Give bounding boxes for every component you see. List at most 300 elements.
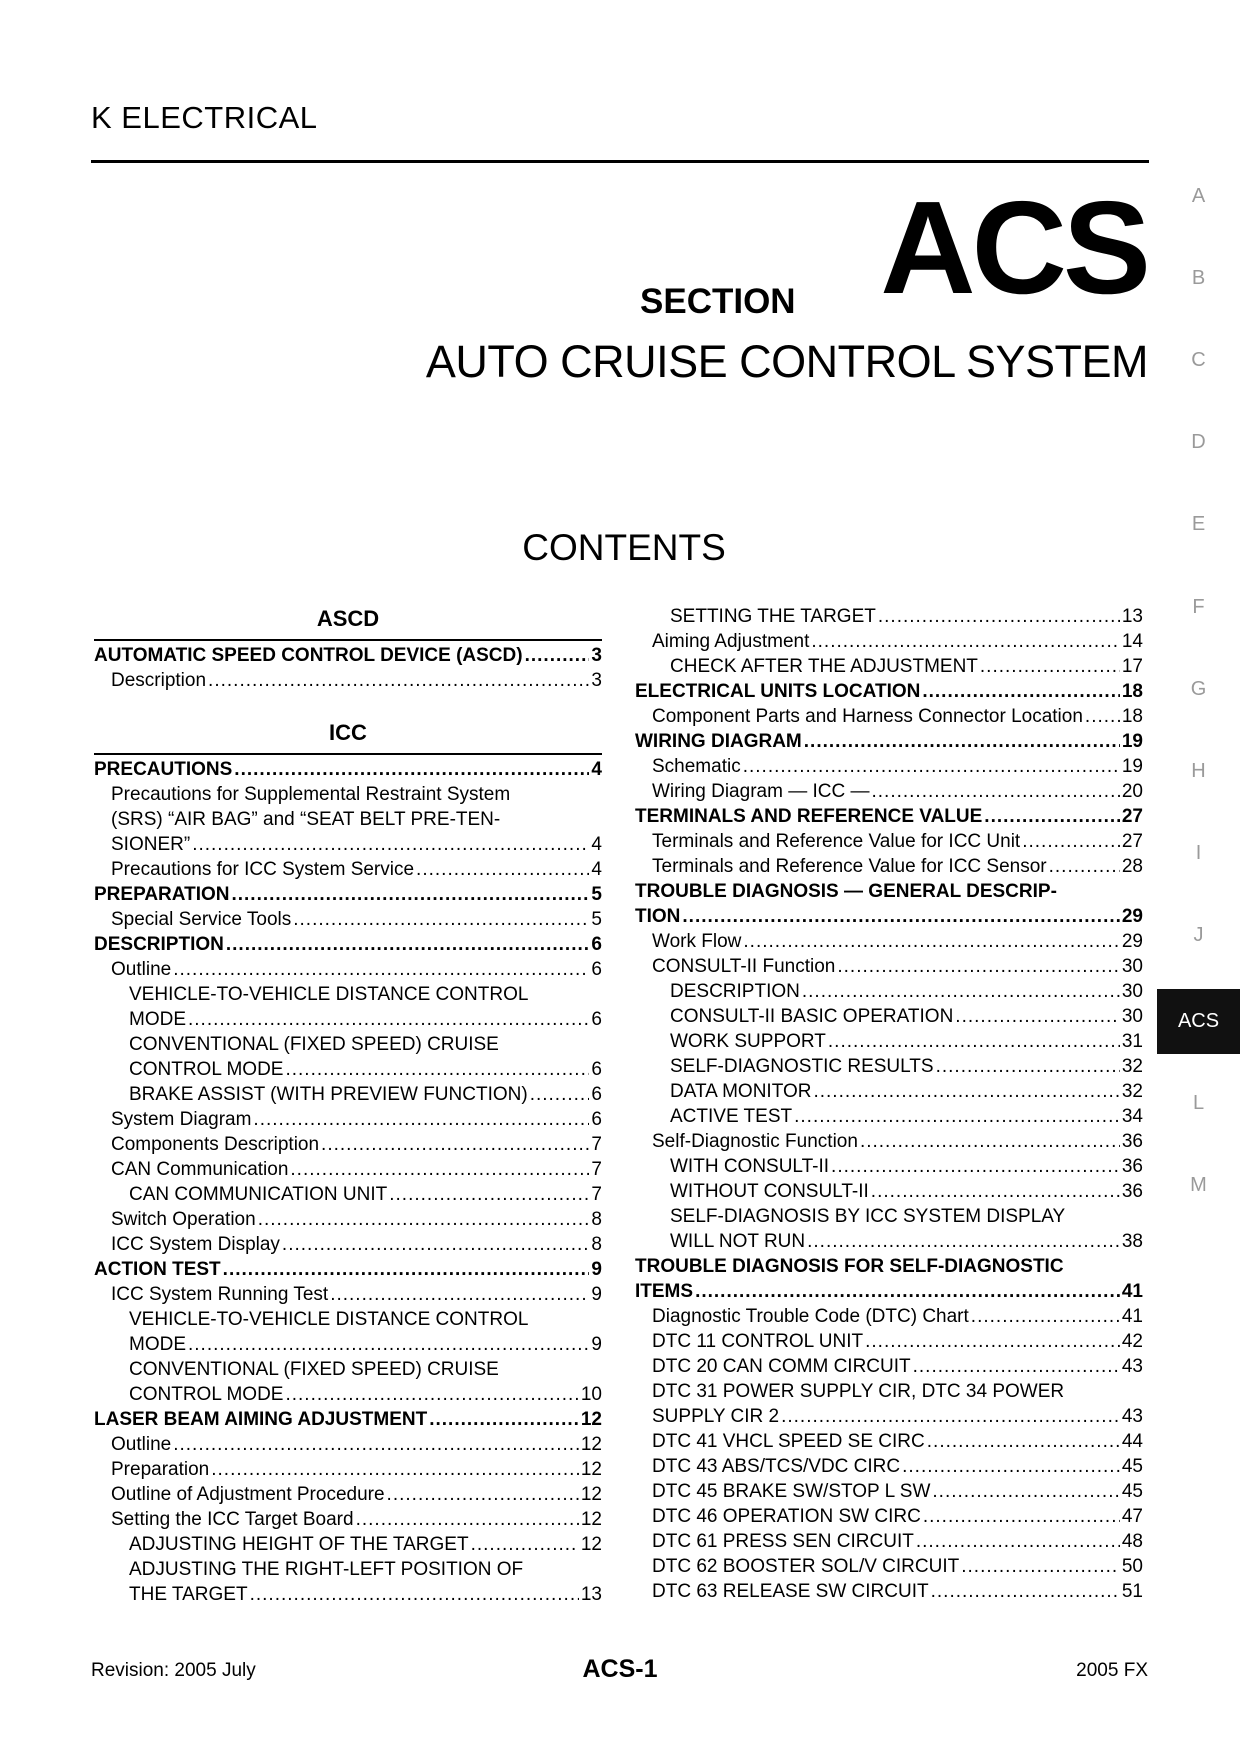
toc-entry-title: PRECAUTIONS	[94, 759, 233, 780]
toc-leader-dots	[781, 1404, 1120, 1429]
toc-leader-dots	[932, 1479, 1119, 1504]
toc-entry-title: Diagnostic Trouble Code (DTC) Chart	[652, 1306, 969, 1327]
toc-page-number: 51	[1121, 1581, 1143, 1602]
toc-entry[interactable]	[635, 1054, 1143, 1079]
toc-entry	[94, 1557, 602, 1582]
toc-entry-title: WITHOUT CONSULT-II	[670, 1181, 869, 1202]
toc-page-number: 5	[591, 909, 602, 930]
section-title: AUTO CRUISE CONTROL SYSTEM	[425, 336, 1148, 387]
toc-entry[interactable]	[94, 1407, 602, 1432]
toc-entry[interactable]	[635, 1329, 1143, 1354]
toc-page-number: 12	[580, 1409, 602, 1430]
toc-leader-dots	[802, 979, 1120, 1004]
toc-entry[interactable]	[94, 1182, 602, 1207]
side-tab-l[interactable]: L	[1192, 1092, 1205, 1114]
toc-leader-dots	[253, 1107, 589, 1132]
toc-leader-dots	[913, 1354, 1120, 1379]
toc-entry-title: DTC 45 BRAKE SW/STOP L SW	[652, 1481, 931, 1502]
toc-entry	[635, 1204, 1143, 1229]
toc-entry[interactable]	[94, 1382, 602, 1407]
toc-entry-title: DATA MONITOR	[670, 1081, 812, 1102]
toc-entry-title: System Diagram	[111, 1109, 252, 1130]
side-tab-i[interactable]: I	[1195, 842, 1202, 864]
toc-leader-dots	[902, 1454, 1120, 1479]
toc-leader-dots	[208, 668, 589, 693]
toc-page-number: 14	[1121, 631, 1143, 652]
toc-page-number: 29	[1121, 906, 1143, 927]
toc-leader-dots	[188, 1007, 589, 1032]
toc-leader-dots	[192, 832, 589, 857]
toc-page-number: 41	[1121, 1281, 1143, 1302]
toc-entry[interactable]	[635, 1354, 1143, 1379]
toc-page-number: 4	[591, 834, 602, 855]
toc-leader-dots	[743, 929, 1119, 954]
toc-entry[interactable]	[94, 1082, 602, 1107]
toc-leader-dots	[743, 754, 1120, 779]
toc-entry[interactable]	[94, 757, 602, 782]
toc-page-number: 30	[1121, 1006, 1143, 1027]
toc-entry[interactable]	[635, 629, 1143, 654]
toc-entry[interactable]	[94, 668, 602, 693]
toc-entry-title: ACTION TEST	[94, 1259, 221, 1280]
toc-entry[interactable]	[94, 882, 602, 907]
toc-entry[interactable]	[94, 1107, 602, 1132]
side-tab-f[interactable]: F	[1192, 596, 1205, 618]
toc-entry-title: CHECK AFTER THE ADJUSTMENT	[670, 656, 978, 677]
toc-page-number: 4	[591, 859, 602, 880]
toc-entry[interactable]	[635, 904, 1143, 929]
toc-page-number: 36	[1121, 1156, 1143, 1177]
toc-entry[interactable]	[94, 1432, 602, 1457]
section-word: SECTION	[640, 282, 796, 321]
toc-entry-title: Terminals and Reference Value for ICC Unit	[652, 831, 1021, 852]
toc-leader-dots	[173, 1432, 579, 1457]
category-title: K ELECTRICAL	[91, 100, 318, 135]
toc-page-number: 5	[591, 884, 602, 905]
toc-leader-dots	[860, 1129, 1120, 1154]
toc-entry-title: CONSULT-II Function	[652, 956, 836, 977]
toc-entry[interactable]	[635, 1079, 1143, 1104]
toc-entry[interactable]	[635, 1154, 1143, 1179]
toc-page-number: 7	[591, 1134, 602, 1155]
toc-leader-dots	[936, 1054, 1120, 1079]
toc-entry	[635, 879, 1143, 904]
toc-entry	[635, 1254, 1143, 1279]
toc-entry[interactable]	[94, 1207, 602, 1232]
toc-leader-dots	[387, 1482, 579, 1507]
toc-entry-title: Wiring Diagram — ICC —	[652, 781, 870, 802]
toc-entry-title: ICC System Display	[111, 1234, 280, 1255]
toc-page-number: 6	[591, 1084, 602, 1105]
toc-leader-dots	[971, 1304, 1120, 1329]
toc-entry[interactable]	[94, 1582, 602, 1607]
side-tab-m[interactable]: M	[1190, 1174, 1207, 1196]
toc-leader-dots	[682, 904, 1119, 929]
toc-page-number: 34	[1121, 1106, 1143, 1127]
toc-leader-dots	[429, 1407, 579, 1432]
toc-entry[interactable]	[94, 1457, 602, 1482]
toc-entry-title: BRAKE ASSIST (WITH PREVIEW FUNCTION)	[129, 1084, 528, 1105]
toc-entry-title: MODE	[129, 1009, 186, 1030]
toc-entry-title: Description	[111, 670, 207, 691]
toc-entry-title: TERMINALS AND REFERENCE VALUE	[635, 806, 983, 827]
toc-leader-dots	[226, 932, 590, 957]
toc-entry[interactable]	[635, 1129, 1143, 1154]
contents-heading: CONTENTS	[522, 527, 726, 568]
toc-leader-dots	[282, 1232, 590, 1257]
toc-entry[interactable]	[94, 1132, 602, 1157]
toc-entry[interactable]	[635, 804, 1143, 829]
toc-entry-title: TION	[635, 906, 681, 927]
toc-entry-title: ICC System Running Test	[111, 1284, 329, 1305]
toc-entry[interactable]	[635, 779, 1143, 804]
toc-entry-title: Component Parts and Harness Connector Location	[652, 706, 1083, 727]
toc-leader-dots	[188, 1332, 589, 1357]
toc-leader-dots	[923, 1504, 1120, 1529]
toc-leader-dots	[871, 779, 1119, 804]
toc-leader-dots	[1049, 854, 1120, 879]
side-tab-c[interactable]: C	[1191, 349, 1206, 371]
side-tab-acs[interactable]: ACS	[1157, 989, 1240, 1054]
toc-page-number: 41	[1121, 1306, 1143, 1327]
toc-entry[interactable]	[635, 679, 1143, 704]
toc-leader-dots	[1022, 829, 1120, 854]
toc-entry[interactable]	[94, 1157, 602, 1182]
toc-group-title-icc: ICC	[329, 720, 367, 745]
toc-page-number: 6	[591, 1059, 602, 1080]
toc-leader-dots	[525, 643, 590, 668]
toc-page-number: 10	[580, 1384, 602, 1405]
toc-entry-title: Precautions for ICC System Service	[111, 859, 415, 880]
toc-entry[interactable]	[635, 654, 1143, 679]
toc-entry-title: Work Flow	[652, 931, 742, 952]
toc-entry[interactable]	[94, 857, 602, 882]
toc-page-number: 45	[1121, 1456, 1143, 1477]
toc-entry	[94, 1357, 602, 1382]
toc-group-rule	[94, 753, 602, 755]
toc-leader-dots	[293, 907, 589, 932]
toc-entry[interactable]	[94, 1532, 602, 1557]
toc-page-number: 31	[1121, 1031, 1143, 1052]
toc-entry-title: THE TARGET	[129, 1584, 248, 1605]
toc-page-number: 19	[1121, 756, 1143, 777]
toc-page-number: 12	[580, 1509, 602, 1530]
side-tab-g[interactable]: G	[1190, 678, 1207, 700]
toc-page-number: 44	[1121, 1431, 1143, 1452]
toc-entry	[635, 1379, 1143, 1404]
toc-page-number: 8	[591, 1209, 602, 1230]
toc-leader-dots	[807, 1229, 1120, 1254]
toc-entry[interactable]	[635, 929, 1143, 954]
toc-entry[interactable]	[94, 957, 602, 982]
toc-entry-title: DTC 20 CAN COMM CIRCUIT	[652, 1356, 911, 1377]
toc-page-number: 19	[1121, 731, 1143, 752]
toc-entry-title: CONTROL MODE	[129, 1059, 284, 1080]
top-rule	[91, 160, 1149, 163]
toc-entry[interactable]	[635, 1529, 1143, 1554]
toc-leader-dots	[285, 1382, 578, 1407]
toc-entry	[94, 807, 602, 832]
toc-entry-title: WILL NOT RUN	[670, 1231, 806, 1252]
toc-leader-dots	[871, 1179, 1120, 1204]
toc-entry-title: DTC 63 RELEASE SW CIRCUIT	[652, 1581, 929, 1602]
toc-entry-title: CONVENTIONAL (FIXED SPEED) CRUISE	[129, 1034, 499, 1055]
toc-page-number: 27	[1121, 806, 1143, 827]
toc-leader-dots	[416, 857, 589, 882]
toc-entry-title: ADJUSTING THE RIGHT-LEFT POSITION OF	[129, 1559, 524, 1580]
toc-entry-title: VEHICLE-TO-VEHICLE DISTANCE CONTROL	[129, 984, 529, 1005]
toc-group-rule	[94, 639, 602, 641]
toc-entry-title: WIRING DIAGRAM	[635, 731, 802, 752]
toc-entry[interactable]	[94, 1507, 602, 1532]
toc-page-number: 9	[591, 1334, 602, 1355]
toc-entry	[94, 1307, 602, 1332]
toc-entry-title: Precautions for Supplemental Restraint System	[111, 784, 511, 805]
toc-entry-title: Special Service Tools	[111, 909, 292, 930]
toc-entry[interactable]	[635, 1279, 1143, 1304]
toc-leader-dots	[828, 1029, 1120, 1054]
toc-entry-title: DTC 61 PRESS SEN CIRCUIT	[652, 1531, 914, 1552]
toc-page-number: 6	[591, 1009, 602, 1030]
toc-leader-dots	[961, 1554, 1120, 1579]
toc-entry-title: DTC 43 ABS/TCS/VDC CIRC	[652, 1456, 901, 1477]
toc-entry[interactable]	[94, 907, 602, 932]
toc-entry-title: WORK SUPPORT	[670, 1031, 826, 1052]
toc-page-number: 3	[591, 670, 602, 691]
toc-page-number: 30	[1121, 956, 1143, 977]
toc-entry-title: CAN Communication	[111, 1159, 289, 1180]
toc-list-icc	[94, 757, 602, 1607]
toc-entry-title: Schematic	[652, 756, 741, 777]
toc-entry[interactable]	[94, 1482, 602, 1507]
toc-page-number: 29	[1121, 931, 1143, 952]
toc-entry-title: ADJUSTING HEIGHT OF THE TARGET	[129, 1534, 469, 1555]
toc-entry[interactable]	[635, 604, 1143, 629]
toc-leader-dots	[231, 882, 589, 907]
toc-entry-title: Components Description	[111, 1134, 320, 1155]
toc-entry-title: SELF-DIAGNOSIS BY ICC SYSTEM DISPLAY	[670, 1206, 1066, 1227]
toc-entry[interactable]	[94, 1282, 602, 1307]
toc-page-number: 43	[1121, 1356, 1143, 1377]
toc-entry[interactable]	[635, 1504, 1143, 1529]
toc-leader-dots	[984, 804, 1120, 829]
toc-leader-dots	[330, 1282, 589, 1307]
toc-leader-dots	[530, 1082, 590, 1107]
toc-entry[interactable]	[635, 854, 1143, 879]
toc-leader-dots	[250, 1582, 579, 1607]
toc-page-number: 13	[580, 1584, 602, 1605]
side-tab-e[interactable]: E	[1191, 513, 1206, 535]
toc-entry-title: CONTROL MODE	[129, 1384, 284, 1405]
toc-left-column	[94, 604, 602, 1607]
toc-leader-dots	[234, 757, 589, 782]
toc-list-ascd	[94, 643, 602, 693]
toc-entry-title: DESCRIPTION	[670, 981, 800, 1002]
toc-entry-title: PREPARATION	[94, 884, 230, 905]
side-tab-d[interactable]: D	[1191, 431, 1206, 453]
toc-page-number: 27	[1121, 831, 1143, 852]
toc-entry-title: Preparation	[111, 1459, 210, 1480]
toc-leader-dots	[931, 1579, 1120, 1604]
toc-page-number: 36	[1121, 1181, 1143, 1202]
toc-entry[interactable]	[94, 643, 602, 668]
toc-entry[interactable]	[94, 1232, 602, 1257]
toc-entry[interactable]	[635, 829, 1143, 854]
toc-leader-dots	[173, 957, 589, 982]
side-tab-j[interactable]: J	[1193, 924, 1204, 946]
toc-leader-dots	[804, 729, 1120, 754]
toc-entry-title: Outline of Adjustment Procedure	[111, 1484, 385, 1505]
side-tab-a[interactable]: A	[1191, 185, 1206, 207]
toc-page-number: 4	[591, 759, 602, 780]
toc-leader-dots	[695, 1279, 1120, 1304]
toc-entry-title: MODE	[129, 1334, 186, 1355]
toc-page-number: 7	[591, 1184, 602, 1205]
toc-entry[interactable]	[635, 954, 1143, 979]
toc-entry-title: ITEMS	[635, 1281, 694, 1302]
toc-page-number: 6	[591, 1109, 602, 1130]
toc-page-number: 48	[1121, 1531, 1143, 1552]
toc-entry[interactable]	[635, 1029, 1143, 1054]
toc-page-number: 3	[591, 645, 602, 666]
toc-leader-dots	[258, 1207, 590, 1232]
toc-entry-title: DTC 41 VHCL SPEED SE CIRC	[652, 1431, 925, 1452]
toc-entry-title: AUTOMATIC SPEED CONTROL DEVICE (ASCD)	[94, 645, 523, 666]
toc-entry-title: TROUBLE DIAGNOSIS FOR SELF-DIAGNOSTIC	[635, 1256, 1064, 1277]
toc-leader-dots	[223, 1257, 590, 1282]
toc-entry-title: TROUBLE DIAGNOSIS — GENERAL DESCRIP-	[635, 881, 1057, 902]
toc-page-number: 50	[1121, 1556, 1143, 1577]
toc-entry-title: DTC 11 CONTROL UNIT	[652, 1331, 864, 1352]
toc-entry-title: CAN COMMUNICATION UNIT	[129, 1184, 388, 1205]
toc-entry-title: VEHICLE-TO-VEHICLE DISTANCE CONTROL	[129, 1309, 529, 1330]
toc-entry[interactable]	[635, 704, 1143, 729]
toc-right-column	[635, 604, 1143, 1604]
toc-entry-title: WITH CONSULT-II	[670, 1156, 830, 1177]
toc-leader-dots	[865, 1329, 1120, 1354]
toc-leader-dots	[927, 1429, 1120, 1454]
toc-page-number: 8	[591, 1234, 602, 1255]
toc-entry[interactable]	[635, 754, 1143, 779]
side-tab-b[interactable]: B	[1191, 267, 1206, 289]
toc-entry[interactable]	[635, 729, 1143, 754]
toc-entry[interactable]	[635, 1479, 1143, 1504]
toc-page-number: 9	[591, 1284, 602, 1305]
toc-page-number: 18	[1121, 681, 1143, 702]
toc-entry-title: Self-Diagnostic Function	[652, 1131, 858, 1152]
toc-entry-title: Outline	[111, 1434, 172, 1455]
toc-page-number: 6	[591, 959, 602, 980]
toc-leader-dots	[813, 1079, 1119, 1104]
toc-entry[interactable]	[635, 1229, 1143, 1254]
toc-entry-title: SIONER”	[111, 834, 191, 855]
toc-page-number: 45	[1121, 1481, 1143, 1502]
toc-leader-dots	[471, 1532, 579, 1557]
toc-leader-dots	[922, 679, 1120, 704]
toc-entry[interactable]	[635, 1179, 1143, 1204]
side-tab-h[interactable]: H	[1191, 760, 1206, 782]
toc-page-number: 17	[1121, 656, 1143, 677]
toc-entry-title: Terminals and Reference Value for ICC Sensor	[652, 856, 1047, 877]
toc-entry-title: CONSULT-II BASIC OPERATION	[670, 1006, 954, 1027]
toc-leader-dots	[1085, 704, 1120, 729]
toc-entry[interactable]	[94, 1257, 602, 1282]
footer-revision: Revision: 2005 July	[91, 1660, 256, 1681]
toc-entry-title: LASER BEAM AIMING ADJUSTMENT	[94, 1409, 428, 1430]
toc-entry[interactable]	[635, 1104, 1143, 1129]
toc-page-number: 36	[1121, 1131, 1143, 1152]
toc-entry[interactable]	[635, 979, 1143, 1004]
toc-leader-dots	[285, 1057, 589, 1082]
toc-entry-title: SETTING THE TARGET	[670, 606, 876, 627]
toc-page-number: 18	[1121, 706, 1143, 727]
toc-entry	[94, 782, 602, 807]
toc-leader-dots	[211, 1457, 579, 1482]
toc-entry[interactable]	[635, 1579, 1143, 1604]
toc-page-number: 13	[1121, 606, 1143, 627]
toc-entry[interactable]	[635, 1454, 1143, 1479]
toc-entry[interactable]	[635, 1404, 1143, 1429]
footer-page-id: ACS-1	[582, 1655, 658, 1683]
toc-entry[interactable]	[94, 1007, 602, 1032]
toc-group-title-ascd: ASCD	[316, 606, 380, 631]
toc-entry[interactable]	[94, 832, 602, 857]
section-code: ACS	[880, 174, 1147, 321]
toc-leader-dots	[290, 1157, 589, 1182]
toc-page-number: 12	[580, 1534, 602, 1555]
toc-page-number: 32	[1121, 1081, 1143, 1102]
toc-entry-title: Outline	[111, 959, 172, 980]
toc-entry-title: ACTIVE TEST	[670, 1106, 793, 1127]
toc-entry-title: Switch Operation	[111, 1209, 256, 1230]
footer-model: 2005 FX	[1076, 1660, 1148, 1681]
toc-entry	[94, 982, 602, 1007]
toc-leader-dots	[916, 1529, 1120, 1554]
toc-page-number: 9	[591, 1259, 602, 1280]
toc-page-number: 32	[1121, 1056, 1143, 1077]
toc-entry-title: SELF-DIAGNOSTIC RESULTS	[670, 1056, 934, 1077]
toc-entry	[94, 1032, 602, 1057]
toc-leader-dots	[878, 604, 1120, 629]
toc-entry-title: Aiming Adjustment	[652, 631, 810, 652]
toc-page-number: 12	[580, 1484, 602, 1505]
toc-entry[interactable]	[635, 1304, 1143, 1329]
toc-leader-dots	[831, 1154, 1120, 1179]
toc-page-number: 47	[1121, 1506, 1143, 1527]
toc-entry[interactable]	[635, 1429, 1143, 1454]
toc-entry[interactable]	[94, 1332, 602, 1357]
toc-entry-title: CONVENTIONAL (FIXED SPEED) CRUISE	[129, 1359, 499, 1380]
toc-page-number: 43	[1121, 1406, 1143, 1427]
toc-entry-title: DESCRIPTION	[94, 934, 224, 955]
toc-leader-dots	[837, 954, 1119, 979]
toc-list-right	[635, 604, 1143, 1604]
toc-entry[interactable]	[94, 932, 602, 957]
toc-entry[interactable]	[635, 1004, 1143, 1029]
toc-page-number: 30	[1121, 981, 1143, 1002]
toc-entry-title: (SRS) “AIR BAG” and “SEAT BELT PRE-TEN-	[111, 809, 501, 830]
toc-leader-dots	[321, 1132, 589, 1157]
toc-entry-title: ELECTRICAL UNITS LOCATION	[635, 681, 921, 702]
toc-leader-dots	[980, 654, 1120, 679]
toc-entry-title: Setting the ICC Target Board	[111, 1509, 354, 1530]
toc-entry-title: DTC 46 OPERATION SW CIRC	[652, 1506, 921, 1527]
toc-page-number: 12	[580, 1434, 602, 1455]
toc-leader-dots	[389, 1182, 589, 1207]
toc-entry[interactable]	[635, 1554, 1143, 1579]
toc-entry[interactable]	[94, 1057, 602, 1082]
toc-page-number: 38	[1121, 1231, 1143, 1252]
